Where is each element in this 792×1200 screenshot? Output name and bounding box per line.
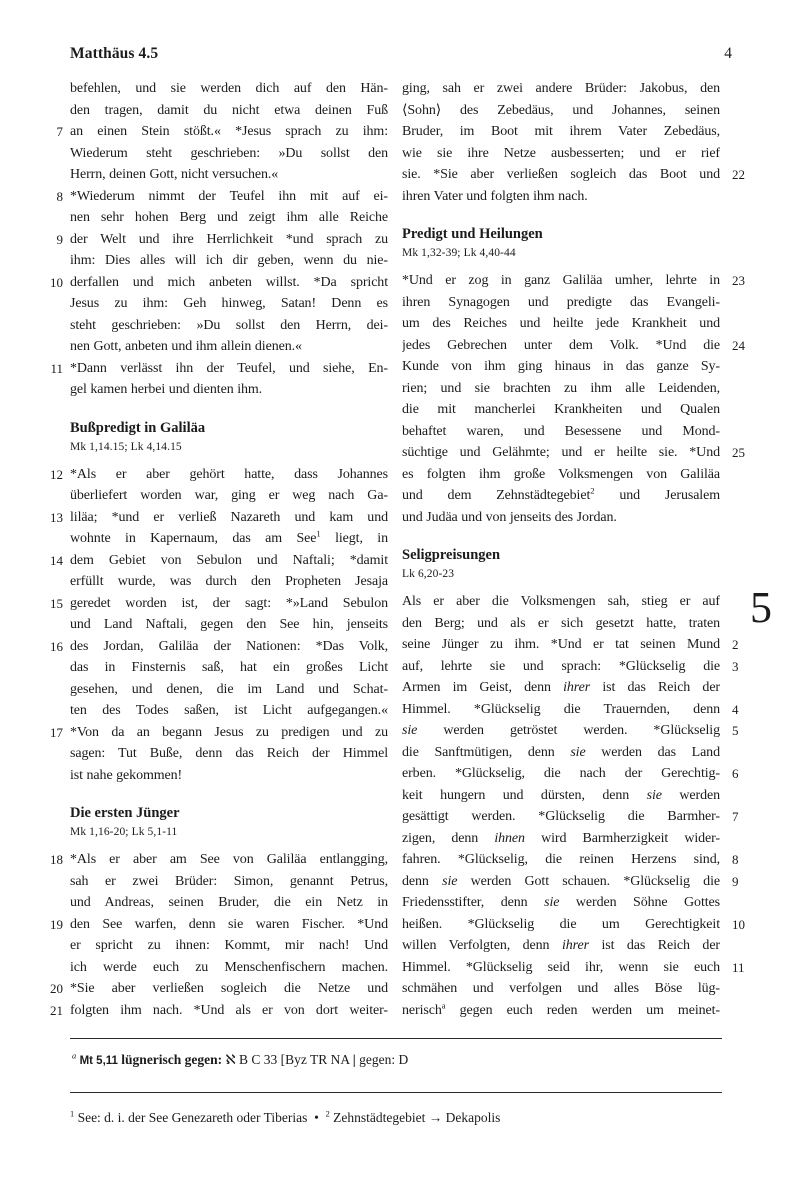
- verse-number: 19: [50, 916, 63, 932]
- verse-number: 9: [732, 873, 739, 889]
- parallel-refs: Mk 1,16-20; Lk 5,1-11: [70, 826, 178, 838]
- text-line: dem Gebiet von Sebulon und Naftali; *damit 14: [70, 550, 388, 572]
- text-line: *Dann verlässt ihn der Teufel, und siehe, En- 11: [70, 358, 388, 380]
- text-line: und Land Naftali, gegen den See hin, jenseits: [70, 617, 388, 632]
- text-line: Herrn, deinen Gott, nicht versuchen.«: [70, 167, 279, 182]
- verse-number: 22: [732, 167, 745, 182]
- text-line: heißen. *Glückselig die um Gerechtigkeit 10: [402, 914, 720, 936]
- verse-number: 8: [56, 188, 63, 204]
- notes-rule: [70, 1092, 722, 1093]
- text-line: Als er aber die Volksmengen sah, stieg er auf 5: [402, 583, 772, 632]
- text-line: es folgten ihm große Volksmengen von Galiläa: [402, 466, 720, 482]
- text-line: nen Gott, anbeten und ihm allein dienen.«: [70, 339, 302, 354]
- text-line: und dem Zehnstädtegebiet$^2$ und Jerusalem: [402, 485, 720, 503]
- page-number: 4: [724, 45, 732, 62]
- text-line: liläa; *und er verließ Nazareth und kam und 13: [70, 507, 388, 529]
- apparatus-note: $^a$ Mt 5,11 lügnerisch gegen: ℵ B C 33 [Byz TR NA | gegen: D: [72, 1051, 409, 1067]
- section-heading: Die ersten Jünger: [70, 805, 180, 821]
- text-line: überliefert worden war, ging er weg nach Ga-: [70, 488, 388, 503]
- parallel-refs: Mk 1,32-39; Lk 4,40-44: [402, 247, 516, 259]
- translation-notes: $^1$ See: d. i. der See Genezareth oder Tiberias • $^2$ Zehnstädtegebiet → Dekapolis: [70, 1109, 501, 1125]
- text-line: befehlen, und sie werden dich auf den Hän-: [70, 81, 388, 96]
- text-line: des Jordan, Galiläa der Nationen: *Das Volk, 16: [70, 636, 388, 658]
- text-line: wohnte in Kapernaum, das am See$^1$ liegt, in: [70, 528, 388, 546]
- text-line: gel kamen herbei und dienten ihm.: [70, 382, 263, 397]
- section-heading: Seligpreisungen: [402, 547, 501, 563]
- text-line: die mit mancherlei Krankheiten und Qualen: [402, 402, 720, 417]
- verse-number: 23: [732, 273, 745, 288]
- parallel-refs: Lk 6,20-23: [402, 568, 455, 580]
- text-line: und Judäa und von jenseits des Jordan.: [402, 509, 617, 525]
- text-line: Wiederum steht geschrieben: »Du sollst den: [70, 145, 388, 161]
- verse-number: 13: [50, 509, 63, 525]
- text-line: er spricht zu ihnen: Kommt, mir nach! Und: [70, 938, 388, 953]
- text-line: die Sanftmütigen, denn sie werden das Land: [402, 744, 720, 760]
- verse-number: 10: [50, 274, 63, 290]
- chapter-number: 5: [750, 583, 772, 632]
- right-column: [402, 78, 772, 1021]
- text-line: Himmel. *Glückselig seid ihr, wenn sie euch 11: [402, 957, 720, 979]
- left-column: [50, 78, 388, 1021]
- text-line: seine Jünger zu ihm. *Und er tat seinen Mund 2: [402, 634, 720, 656]
- verse-number: 14: [50, 552, 63, 568]
- verse-number: 7: [56, 124, 63, 139]
- section-heading: Predigt und Heilungen: [402, 226, 543, 242]
- text-line: den Berg; und als er sich gesetzt hatte, traten: [402, 615, 720, 631]
- text-line: gesättigt werden. *Glückselig die Barmher- 7: [402, 806, 720, 828]
- text-line: behaftet waren, und Besessene und Mond-: [402, 423, 720, 439]
- verse-number: 2: [732, 637, 739, 652]
- apparatus-rule: [70, 1038, 722, 1039]
- paragraph: [50, 186, 388, 358]
- text-line: ich werde euch zu Menschenfischern machen.: [70, 959, 388, 975]
- text-line: derfallen und mich anbeten willst. *Da spricht 10: [70, 272, 388, 294]
- text-line: folgten ihm nach. *Und als er von dort weiter- 21: [70, 1000, 388, 1022]
- text-line: den tragen, damit du nicht etwa deinen Fuß: [70, 102, 388, 118]
- text-line: geredet worden ist, der sagt: *»Land Sebulon 15: [70, 593, 388, 615]
- text-line: jedes Gebrechen unter dem Volk. *Und die 24: [402, 335, 720, 357]
- text-line: den See warfen, denn sie waren Fischer. *Und 19: [70, 914, 388, 936]
- text-line: ist nahe gekommen!: [70, 767, 183, 783]
- text-line: Jesus zu ihm: Geh hinweg, Satan! Denn es: [70, 296, 388, 311]
- text-line: *Als er aber gehört hatte, dass Johannes 12: [70, 464, 388, 486]
- text-line: keit hungern und dürsten, denn sie werden: [402, 787, 720, 803]
- text-line: *Wiederum nimmt der Teufel ihn mit auf ei- 8: [70, 186, 388, 208]
- text-line: ging, sah er zwei andere Brüder: Jakobus, den: [402, 81, 720, 96]
- text-line: der Welt und ihre Herrlichkeit *und sprach zu 9: [70, 229, 388, 251]
- text-line: schmähen und verfolgen und alles Böse lüg-: [402, 981, 720, 996]
- text-line: ⟨Sohn⟩ des Zebedäus, und Johannes, seinen: [402, 102, 720, 118]
- verse-number: 4: [732, 701, 739, 717]
- text-line: erfüllt wurde, was durch den Propheten Jesaja: [70, 574, 388, 589]
- verse-number: 11: [732, 959, 745, 975]
- text-line: Bruder, im Boot mit ihrem Vater Zebedäus,: [402, 124, 720, 139]
- text-line: zigen, denn ihnen wird Barmherzigkeit wider-: [402, 830, 720, 846]
- text-line: das in Finsternis saß, hat ein großes Licht: [70, 660, 388, 675]
- text-line: um des Reiches und heilte jede Krankheit und: [402, 316, 720, 331]
- text-line: ten des Todes saßen, ist Licht aufgegangen.«: [70, 703, 388, 718]
- verse-number: 21: [50, 1002, 63, 1018]
- text-line: steht geschrieben: »Du sollst den Herrn, dei-: [70, 317, 388, 333]
- text-line: wie sie ihre Netze ausbesserten; und er rief: [402, 145, 720, 161]
- verse-number: 15: [50, 595, 63, 611]
- text-line: gesehen, und denen, die im Land und Schat-: [70, 681, 388, 697]
- verse-number: 16: [50, 638, 63, 654]
- text-line: auf, lehrte sie und sprach: *Glückselig die 3: [402, 656, 720, 678]
- verse-number: 5: [732, 723, 739, 738]
- text-line: und Andreas, seinen Bruder, die ein Netz in: [70, 895, 388, 910]
- verse-number: 12: [50, 466, 63, 482]
- verse-number: 20: [50, 981, 63, 996]
- text-line: Armen im Geist, denn ihrer ist das Reich der: [402, 680, 720, 695]
- text-line: ihren Vater und folgten ihm nach.: [402, 188, 588, 204]
- text-line: nen sehr hohen Berg und zeigt ihm alle Reiche: [70, 210, 388, 225]
- verse-number: 7: [732, 809, 739, 824]
- paragraph: [56, 78, 388, 186]
- verse-number: 11: [50, 360, 63, 376]
- verse-number: 17: [50, 724, 63, 740]
- text-line: Himmel. *Glückselig die Trauernden, denn 4: [402, 699, 720, 721]
- text-line: denn sie werden Gott schauen. *Glückselig die 9: [402, 871, 720, 893]
- text-line: ihm: Dies alles will ich dir geben, wenn du nie-: [70, 253, 388, 268]
- section-heading: Bußpredigt in Galiläa: [70, 419, 206, 436]
- text-line: Kunde von ihm ging hinaus in das ganze Sy-: [402, 359, 720, 374]
- paragraph: [50, 849, 388, 1021]
- text-line: sagen: Tut Buße, denn das Reich der Himmel: [70, 746, 388, 761]
- paragraph: [50, 464, 388, 787]
- text-line: sie werden getröstet werden. *Glückselig 5: [402, 720, 720, 742]
- text-line: *Von da an begann Jesus zu predigen und zu 17: [70, 722, 388, 744]
- running-header: [70, 45, 736, 63]
- verse-number: 18: [50, 852, 63, 867]
- text-line: süchtige und Gelähmte; und er heilte sie. *Und 25: [402, 442, 720, 464]
- verse-number: 25: [732, 445, 745, 460]
- parallel-refs: Mk 1,14.15; Lk 4,14.15: [70, 440, 182, 453]
- paragraph: [402, 270, 745, 528]
- text-line: Friedensstifter, denn sie werden Söhne Gottes: [402, 895, 720, 910]
- verse-number: 9: [56, 231, 63, 247]
- text-line: *Als er aber am See von Galiläa entlangging, 18: [70, 849, 388, 871]
- book-title: Matthäus 4.5: [70, 45, 159, 62]
- text-line: *Sie aber verließen sogleich die Netze und 20: [70, 978, 388, 1000]
- paragraph: [402, 583, 772, 1021]
- verse-number: 8: [732, 852, 739, 867]
- verse-number: 6: [732, 766, 739, 781]
- text-line: *Und er zog in ganz Galiläa umher, lehrte in 23: [402, 270, 720, 292]
- paragraph: [50, 358, 388, 401]
- text-line: sie. *Sie aber verließen sogleich das Boot und 22: [402, 164, 720, 186]
- text-line: nerisch$^a$ gegen euch reden werden um meinet-: [402, 999, 720, 1018]
- text-line: rien; und sie brachten zu ihm alle Leidenden,: [402, 380, 720, 396]
- text-line: ihren Synagogen und predigte das Evangeli-: [402, 294, 720, 310]
- verse-number: 3: [732, 658, 739, 674]
- verse-number: 10: [732, 916, 745, 932]
- text-line: erben. *Glückselig, die nach der Gerechtig- 6: [402, 763, 720, 785]
- text-line: an einen Stein stößt.« *Jesus sprach zu ihm: 7: [70, 121, 388, 143]
- text-line: willen Verfolgten, denn ihrer ist das Reich der: [402, 938, 720, 953]
- text-line: fahren. *Glückselig, die reinen Herzens sind, 8: [402, 849, 720, 871]
- verse-number: 24: [732, 337, 745, 353]
- text-line: sah er zwei Brüder: Simon, genannt Petrus,: [70, 873, 388, 889]
- paragraph: [402, 78, 745, 207]
